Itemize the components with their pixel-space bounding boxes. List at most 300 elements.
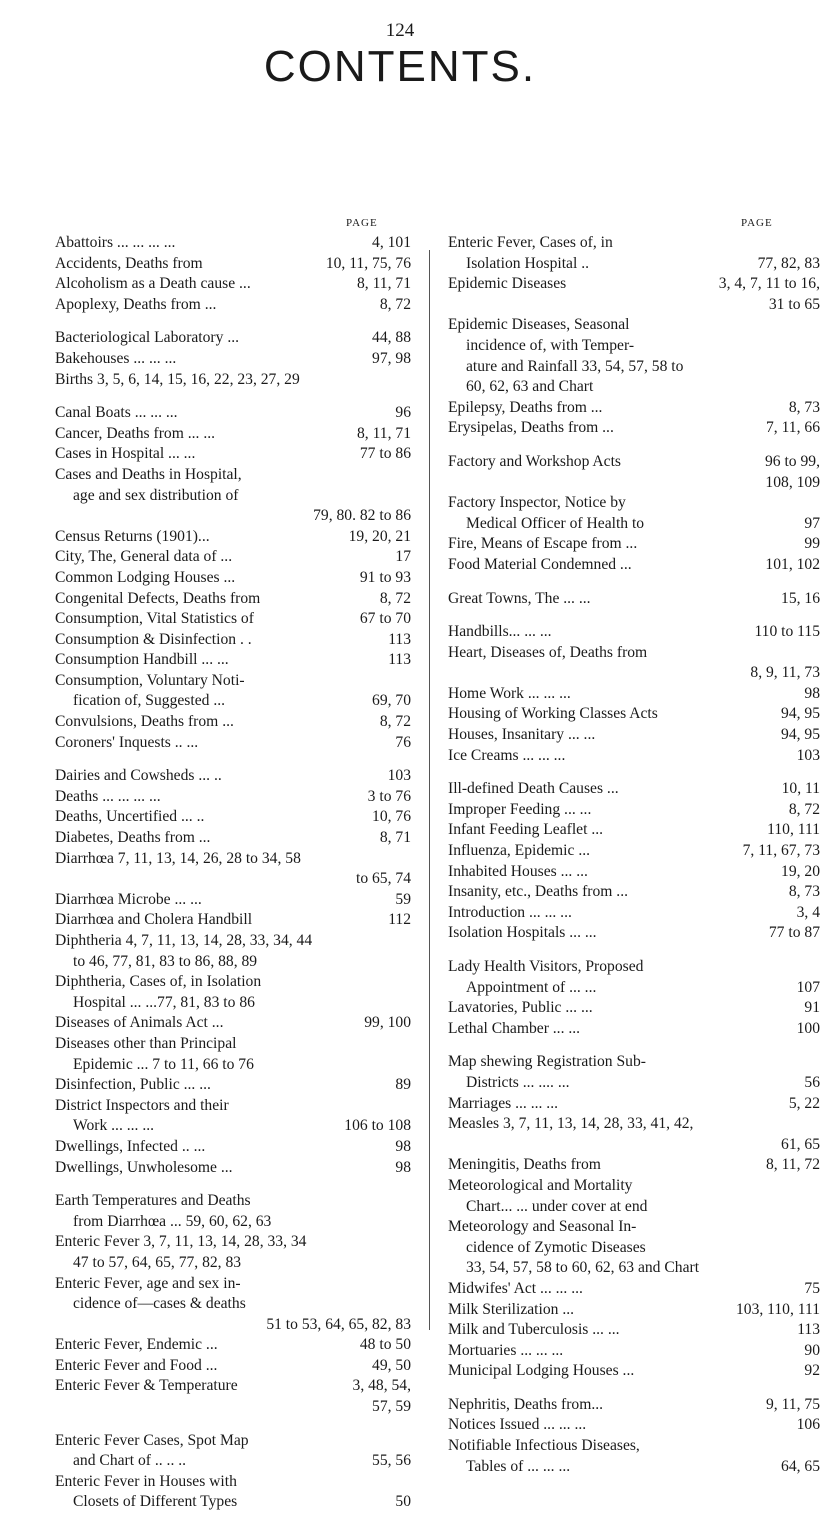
entry-text: Diseases of Animals Act ...	[55, 1014, 224, 1032]
entry-line	[55, 486, 411, 507]
entry-line	[55, 1034, 411, 1055]
entry-line	[55, 630, 411, 651]
entry-page-refs: 91	[804, 999, 820, 1017]
entry-line	[448, 418, 820, 439]
entry-text: Mortuaries ... ... ...	[448, 1341, 564, 1359]
entry-line	[448, 589, 820, 610]
entry-line	[448, 978, 820, 999]
index-entry	[448, 452, 820, 493]
entry-text: Fire, Means of Escape from ...	[448, 535, 638, 553]
column-header-left: PAGE	[346, 217, 378, 229]
section-gap	[448, 766, 820, 779]
entry-page-refs: 15, 16	[781, 589, 820, 607]
entry-page-refs: 3 to 76	[367, 787, 411, 805]
index-entry	[448, 1415, 820, 1436]
entry-line	[448, 779, 820, 800]
entry-text: Epilepsy, Deaths from ...	[448, 398, 603, 416]
entry-line	[55, 1116, 411, 1137]
entry-text: Lethal Chamber ... ...	[448, 1019, 581, 1037]
entry-text: Great Towns, The ... ...	[448, 589, 591, 607]
entry-page-refs: 3, 48, 54,	[352, 1377, 411, 1395]
entry-line	[55, 849, 411, 870]
entry-line	[448, 820, 820, 841]
entry-text: Measles 3, 7, 11, 13, 14, 28, 33, 41, 42,	[448, 1115, 694, 1133]
entry-line	[55, 869, 411, 890]
left-column	[55, 233, 411, 1513]
entry-line	[55, 890, 411, 911]
entry-text: Factory and Workshop Acts	[448, 452, 621, 470]
entry-line	[55, 1096, 411, 1117]
entry-line	[448, 1361, 820, 1382]
entry-text: Closets of Different Types	[73, 1493, 238, 1511]
index-entry	[55, 1232, 411, 1273]
index-entry	[55, 295, 411, 316]
entry-text: Meningitis, Deaths from	[448, 1156, 601, 1174]
index-entry	[55, 650, 411, 671]
index-entry	[448, 957, 820, 998]
entry-page-refs: 89	[395, 1076, 411, 1094]
entry-text: to 46, 77, 81, 83 to 86, 88, 89	[73, 952, 258, 970]
entry-line	[448, 684, 820, 705]
entry-page-refs: 96	[395, 404, 411, 422]
entry-line	[55, 828, 411, 849]
entry-line	[448, 923, 820, 944]
entry-page-refs: 8, 11, 72	[766, 1156, 820, 1174]
entry-line	[55, 274, 411, 295]
index-entry	[55, 787, 411, 808]
entry-text: Dwellings, Infected .. ...	[55, 1137, 206, 1155]
index-entry	[55, 1013, 411, 1034]
entry-text: Hospital ... ...77, 81, 83 to 86	[73, 993, 255, 1011]
entry-page-refs: 8, 72	[379, 295, 411, 313]
entry-page-refs: 101, 102	[765, 555, 820, 573]
entry-page-refs: 31 to 65	[768, 295, 820, 313]
index-entry	[55, 1356, 411, 1377]
index-entry	[448, 684, 820, 705]
entry-line	[55, 1013, 411, 1034]
entry-line	[55, 1212, 411, 1233]
index-entry	[448, 1361, 820, 1382]
index-entry	[55, 1096, 411, 1137]
index-entry	[55, 890, 411, 911]
index-entry	[448, 418, 820, 439]
index-entry	[448, 493, 820, 534]
entry-text: Deaths, Uncertified ... ..	[55, 808, 205, 826]
entry-line	[55, 547, 411, 568]
entry-line	[448, 1436, 820, 1457]
entry-text: Enteric Fever and Food ...	[55, 1356, 218, 1374]
entry-text: Influenza, Epidemic ...	[448, 842, 591, 860]
entry-text: Bacteriological Laboratory ...	[55, 329, 240, 347]
entry-text: and Chart of .. .. ..	[73, 1452, 187, 1470]
entry-line	[448, 725, 820, 746]
entry-line	[448, 514, 820, 535]
entry-page-refs: 64, 65	[781, 1457, 820, 1475]
entry-line	[55, 972, 411, 993]
index-entry	[55, 568, 411, 589]
index-entry	[55, 328, 411, 349]
entry-line	[448, 336, 820, 357]
entry-line	[448, 1258, 820, 1279]
entry-page-refs: 110, 111	[767, 821, 820, 839]
entry-line	[448, 452, 820, 473]
entry-text: ature and Rainfall 33, 54, 57, 58 to	[466, 357, 684, 375]
entry-text: 47 to 57, 64, 65, 77, 82, 83	[73, 1253, 242, 1271]
index-entry	[448, 1052, 820, 1093]
entry-page-refs: 48 to 50	[359, 1336, 411, 1354]
entry-line	[448, 254, 820, 275]
entry-text: Food Material Condemned ...	[448, 555, 632, 573]
entry-page-refs: 8, 11, 71	[357, 424, 411, 442]
index-entry	[55, 609, 411, 630]
entry-text: Diabetes, Deaths from ...	[55, 829, 211, 847]
entry-line	[448, 1457, 820, 1478]
entry-text: Disinfection, Public ... ...	[55, 1076, 211, 1094]
entry-text: City, The, General data of ...	[55, 548, 233, 566]
entry-line	[55, 328, 411, 349]
entry-line	[55, 444, 411, 465]
entry-page-refs: 99	[804, 535, 820, 553]
entry-line	[448, 473, 820, 494]
entry-text: Convulsions, Deaths from ...	[55, 713, 234, 731]
index-entry	[55, 444, 411, 465]
index-entry	[448, 1341, 820, 1362]
entry-text: Congenital Defects, Deaths from	[55, 589, 261, 607]
entry-text: Lavatories, Public ... ...	[448, 999, 593, 1017]
entry-text: Enteric Fever & Temperature	[55, 1377, 238, 1395]
index-entry	[55, 910, 411, 931]
index-entry	[448, 704, 820, 725]
entry-text: from Diarrhœa ... 59, 60, 62, 63	[73, 1212, 272, 1230]
entry-line	[448, 357, 820, 378]
index-entry	[55, 972, 411, 1013]
entry-line	[55, 527, 411, 548]
entry-text: Epidemic Diseases, Seasonal	[448, 316, 630, 334]
index-entry	[55, 828, 411, 849]
entry-text: Diarrhœa and Cholera Handbill	[55, 911, 253, 929]
page-title: CONTENTS.	[263, 42, 537, 91]
index-entry	[448, 862, 820, 883]
index-entry	[55, 589, 411, 610]
entry-line	[55, 1335, 411, 1356]
index-entry	[448, 534, 820, 555]
page-number: 124	[385, 20, 415, 41]
entry-page-refs: 4, 101	[372, 234, 411, 251]
entry-text: Nephritis, Deaths from...	[448, 1395, 604, 1413]
entry-text: Earth Temperatures and Deaths	[55, 1192, 251, 1210]
entry-text: Births 3, 5, 6, 14, 15, 16, 22, 23, 27, 29	[55, 370, 300, 388]
entry-page-refs: 103	[796, 746, 820, 764]
entry-page-refs: 79, 80. 82 to 86	[313, 507, 411, 525]
entry-text: Meteorology and Seasonal In-	[448, 1218, 637, 1236]
index-entry	[55, 424, 411, 445]
entry-line	[448, 746, 820, 767]
index-entry	[55, 1034, 411, 1075]
entry-page-refs: 8, 73	[788, 398, 820, 416]
entry-text: Canal Boats ... ... ...	[55, 404, 178, 422]
entry-text: Diphtheria 4, 7, 11, 13, 14, 28, 33, 34, 44	[55, 932, 313, 949]
entry-text: Epidemic ... 7 to 11, 66 to 76	[73, 1055, 254, 1073]
entry-line	[448, 315, 820, 336]
index-entry	[55, 274, 411, 295]
entry-text: Map shewing Registration Sub-	[448, 1053, 646, 1071]
entry-text: Alcoholism as a Death cause ...	[55, 275, 251, 293]
entry-page-refs: 7, 11, 66	[766, 419, 820, 437]
entry-line	[448, 1114, 820, 1135]
index-entry	[448, 820, 820, 841]
entry-text: Consumption Handbill ... ...	[55, 651, 229, 669]
entry-text: Infant Feeding Leaflet ...	[448, 821, 604, 839]
entry-line	[55, 807, 411, 828]
index-entry	[448, 622, 820, 643]
index-entry	[448, 1217, 820, 1279]
entry-page-refs: 8, 71	[379, 829, 411, 847]
entry-page-refs: 94, 95	[781, 705, 820, 723]
entry-line	[55, 691, 411, 712]
index-entry	[55, 1191, 411, 1232]
entry-page-refs: 8, 72	[788, 800, 820, 818]
index-entry	[448, 589, 820, 610]
entry-text: Enteric Fever Cases, Spot Map	[55, 1431, 249, 1449]
entry-line	[55, 766, 411, 787]
entry-page-refs: 103	[387, 767, 411, 785]
entry-line	[55, 1294, 411, 1315]
entry-line	[448, 555, 820, 576]
index-entry	[55, 671, 411, 712]
section-gap	[55, 753, 411, 766]
entry-text: Diseases other than Principal	[55, 1034, 237, 1052]
entry-line	[55, 1376, 411, 1397]
index-entry	[55, 349, 411, 370]
entry-line	[55, 1137, 411, 1158]
entry-line	[55, 1191, 411, 1212]
entry-text: cidence of Zymotic Diseases	[466, 1238, 646, 1256]
entry-line	[448, 1395, 820, 1416]
entry-line	[448, 957, 820, 978]
entry-text: Common Lodging Houses ...	[55, 568, 236, 586]
index-entry	[55, 1274, 411, 1336]
entry-text: Notifiable Infectious Diseases,	[448, 1437, 640, 1455]
entry-line	[448, 493, 820, 514]
entry-text: Abattoirs ... ... ... ...	[55, 234, 176, 251]
entry-line	[448, 1238, 820, 1259]
index-entry	[448, 1019, 820, 1040]
section-gap	[448, 1382, 820, 1395]
entry-text: Ice Creams ... ... ...	[448, 746, 566, 764]
entry-text: Midwifes' Act ... ... ...	[448, 1279, 583, 1297]
entry-line	[448, 862, 820, 883]
entry-text: Cases in Hospital ... ...	[55, 445, 196, 463]
entry-text: Diarrhœa 7, 11, 13, 14, 26, 28 to 34, 58	[55, 849, 301, 867]
index-entry	[448, 1279, 820, 1300]
section-gap	[448, 576, 820, 589]
entry-line	[448, 1094, 820, 1115]
entry-line	[55, 787, 411, 808]
entry-line	[55, 233, 411, 254]
entry-line	[55, 733, 411, 754]
entry-line	[55, 254, 411, 275]
entry-text: Isolation Hospital ..	[466, 254, 590, 272]
entry-line	[448, 398, 820, 419]
entry-text: Enteric Fever 3, 7, 11, 13, 14, 28, 33, 34	[55, 1233, 307, 1251]
entry-page-refs: 17	[395, 548, 411, 566]
entry-page-refs: 97, 98	[372, 349, 411, 367]
index-entry	[448, 398, 820, 419]
entry-page-refs: 61, 65	[781, 1135, 820, 1153]
entry-line	[55, 671, 411, 692]
section-gap	[55, 315, 411, 328]
entry-text: Accidents, Deaths from	[55, 254, 203, 272]
entry-text: cidence of—cases & deaths	[73, 1295, 246, 1313]
entry-line	[55, 465, 411, 486]
entry-text: Handbills... ... ...	[448, 623, 552, 641]
entry-page-refs: 99, 100	[364, 1014, 411, 1032]
entry-text: Improper Feeding ... ...	[448, 800, 592, 818]
entry-line	[448, 274, 820, 295]
index-entry	[448, 746, 820, 767]
entry-text: Enteric Fever, Endemic ...	[55, 1336, 218, 1354]
entry-line	[448, 377, 820, 398]
entry-text: Ill-defined Death Causes ...	[448, 780, 619, 798]
index-entry	[55, 1335, 411, 1356]
entry-line	[448, 295, 820, 316]
entry-page-refs: 97	[804, 514, 820, 532]
entry-line	[448, 1073, 820, 1094]
entry-text: Dairies and Cowsheds ... ..	[55, 767, 222, 785]
entry-line	[55, 993, 411, 1014]
index-entry	[448, 725, 820, 746]
entry-line	[448, 1300, 820, 1321]
entry-page-refs: 8, 73	[788, 883, 820, 901]
entry-text: age and sex distribution of	[73, 486, 239, 504]
entry-page-refs: 91 to 93	[359, 568, 411, 586]
entry-line	[55, 952, 411, 973]
entry-page-refs: 98	[395, 1158, 411, 1176]
entry-page-refs: 44, 88	[372, 329, 411, 347]
entry-page-refs: 94, 95	[781, 726, 820, 744]
entry-page-refs: 92	[804, 1362, 820, 1380]
entry-page-refs: 96 to 99,	[764, 452, 820, 470]
entry-line	[448, 622, 820, 643]
entry-line	[55, 403, 411, 424]
index-entry	[448, 882, 820, 903]
entry-line	[55, 295, 411, 316]
entry-text: Notices Issued ... ... ...	[448, 1416, 587, 1434]
index-entry	[55, 1431, 411, 1472]
index-entry	[55, 370, 411, 391]
entry-text: Lady Health Visitors, Proposed	[448, 958, 644, 975]
entry-line	[448, 643, 820, 664]
entry-page-refs: 90	[804, 1341, 820, 1359]
index-entry	[448, 643, 820, 684]
index-entry	[448, 998, 820, 1019]
index-entry	[448, 1114, 820, 1155]
entry-page-refs: 19, 20	[781, 862, 820, 880]
entry-text: fication of, Suggested ...	[73, 692, 226, 710]
entry-text: Meteorological and Mortality	[448, 1176, 633, 1194]
entry-line	[55, 568, 411, 589]
entry-page-refs: 98	[395, 1137, 411, 1155]
entry-line	[55, 1431, 411, 1452]
entry-text: Consumption & Disinfection . .	[55, 630, 252, 648]
entry-line	[448, 1415, 820, 1436]
entry-line	[448, 1320, 820, 1341]
index-entry	[55, 807, 411, 828]
entry-page-refs: 77, 82, 83	[757, 254, 820, 272]
entry-text: Insanity, etc., Deaths from ...	[448, 883, 628, 901]
index-entry	[448, 800, 820, 821]
index-entry	[55, 403, 411, 424]
entry-line	[448, 1176, 820, 1197]
entry-text: Introduction ... ... ...	[448, 903, 572, 921]
entry-page-refs: 103, 110, 111	[735, 1300, 820, 1318]
entry-page-refs: 3, 4, 7, 11 to 16,	[718, 275, 820, 293]
entry-line	[55, 1075, 411, 1096]
column-header-right: PAGE	[741, 217, 773, 229]
entry-text: Diarrhœa Microbe ... ...	[55, 890, 202, 908]
index-entry	[448, 233, 820, 274]
entry-text: Enteric Fever in Houses with	[55, 1472, 237, 1490]
entry-line	[448, 1217, 820, 1238]
entry-line	[55, 1274, 411, 1295]
entry-line	[55, 1451, 411, 1472]
entry-line	[448, 1279, 820, 1300]
entry-line	[55, 1253, 411, 1274]
entry-text: Marriages ... ... ...	[448, 1094, 558, 1112]
entry-line	[55, 1397, 411, 1418]
entry-line	[448, 882, 820, 903]
index-entry	[55, 1158, 411, 1179]
entry-text: incidence of, with Temper-	[466, 336, 635, 354]
entry-line	[448, 233, 820, 254]
entry-line	[448, 1052, 820, 1073]
entry-page-refs: 56	[804, 1073, 820, 1091]
section-gap	[55, 1178, 411, 1191]
index-entry	[448, 841, 820, 862]
entry-text: Erysipelas, Deaths from ...	[448, 419, 614, 437]
entry-line	[448, 841, 820, 862]
entry-page-refs: 5, 22	[788, 1094, 820, 1112]
index-entry	[448, 274, 820, 315]
index-entry	[448, 1300, 820, 1321]
entry-page-refs: 77 to 87	[768, 924, 820, 942]
entry-text: Home Work ... ... ...	[448, 684, 571, 702]
entry-text: Bakehouses ... ... ...	[55, 349, 177, 367]
entry-line	[448, 903, 820, 924]
entry-line	[55, 1232, 411, 1253]
entry-line	[55, 910, 411, 931]
index-entry	[55, 1472, 411, 1513]
index-entry	[448, 1436, 820, 1477]
entry-text: Housing of Working Classes Acts	[448, 705, 658, 723]
entry-text: Enteric Fever, Cases of, in	[448, 234, 613, 251]
entry-line	[448, 534, 820, 555]
section-gap	[448, 1039, 820, 1052]
entry-line	[55, 1055, 411, 1076]
index-entry	[55, 1376, 411, 1417]
index-entry	[55, 766, 411, 787]
entry-text: Census Returns (1901)...	[55, 527, 210, 545]
entry-line	[448, 663, 820, 684]
section-gap	[448, 609, 820, 622]
entry-text: Milk and Tuberculosis ... ...	[448, 1321, 620, 1339]
entry-page-refs: 8, 72	[379, 589, 411, 607]
section-gap	[448, 439, 820, 452]
entry-page-refs: 49, 50	[372, 1356, 411, 1374]
entry-text: Tables of ... ... ...	[466, 1457, 571, 1475]
column-divider	[429, 250, 430, 1330]
index-entry	[448, 1155, 820, 1176]
